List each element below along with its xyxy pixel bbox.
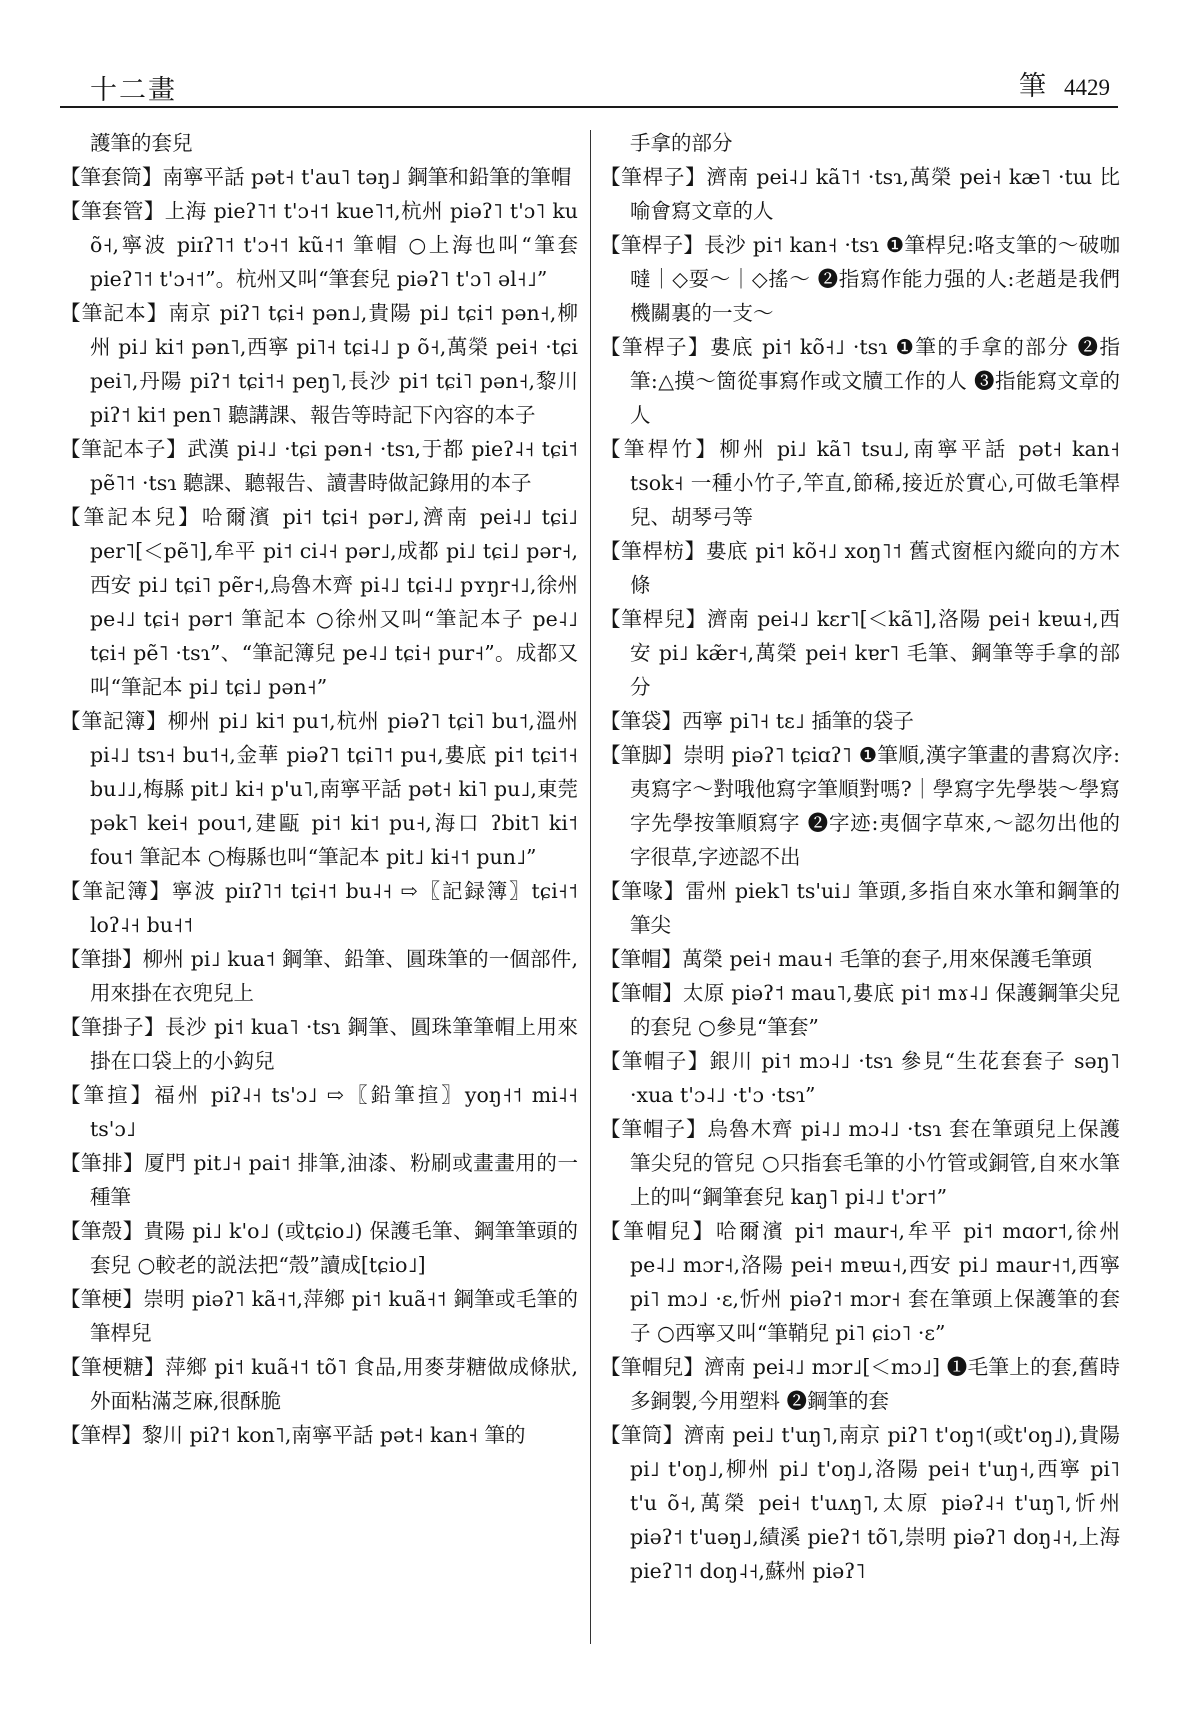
dictionary-entry: 【筆梗】崇明 piəʔ˥ kã˧˦,萍鄉 pi˦ kuã˧˦ 鋼筆或毛筆的筆桿兒: [60, 1287, 578, 1345]
dictionary-entry: 【筆桿子】長沙 pi˦ kan˧ ·tsɿ ❶筆桿兒:咯支筆的～破咖噠｜◇耍～｜◇搖～ ❷指寫作能力强的人:老趙是我們機關裏的一支～: [600, 233, 1120, 325]
dictionary-entry: 【筆掛子】長沙 pi˦ kua˥ ·tsɿ 鋼筆、圓珠筆筆帽上用來掛在口袋上的小鈎兒: [60, 1015, 578, 1073]
section-label: 十二畫: [90, 75, 177, 106]
dictionary-entry: 【筆揎】福州 piʔ˨˧ ts'ɔ˩ ⇨〖鉛筆揎〗yoŋ˧˦ mi˨˧ ts'ɔ˩: [60, 1083, 578, 1141]
left-column: [60, 126, 578, 1452]
dictionary-entry: 【筆桿竹】柳州 pi˩ kã˥ tsu˩,南寧平話 pət˧ kan˧ tsok˧ 一種小竹子,竿直,節稀,接近於實心,可做毛筆桿兒、胡琴弓等: [600, 437, 1120, 529]
dictionary-entry: 【筆帽】太原 piəʔ˦ mau˥,婁底 pi˦ mɤ˨˩ 保護鋼筆尖兒的套兒 ○參見“筆套”: [600, 981, 1120, 1039]
dictionary-entry: 【筆帽子】烏魯木齊 pi˨˩ mɔ˨˩ ·tsɿ 套在筆頭兒上保護筆尖兒的管兒 ○只指套毛筆的小竹管或銅管,自來水筆上的叫“鋼筆套兒 kaŋ˥ pi˨˩ t'ɔr˦”: [600, 1117, 1120, 1209]
dictionary-entry: 【筆桿子】婁底 pi˦ kõ˧˩ ·tsɿ ❶筆的手拿的部分 ❷指筆:△摸～箇從事寫作或文牘工作的人 ❸指能寫文章的人: [600, 335, 1120, 427]
dictionary-entry: 【筆記簿】寧波 piɪʔ˥˦ tɕi˧˦ bu˨˧ ⇨〖記録簿〗tɕi˧˦ loʔ˨˧ bu˧˦: [60, 879, 578, 937]
headword: 筆: [1019, 71, 1046, 102]
dictionary-entry: 【筆筒】濟南 pei˩ t'uŋ˥,南京 piʔ˥ t'oŋ˦(或t'oŋ˩),貴陽 pi˩ t'oŋ˩,柳州 pi˩ t'oŋ˩,洛陽 pei˧ t'uŋ˧,西寧 pi˥ t'u õ˧,萬榮 pei˧ t'uʌŋ˥,太原 piəʔ˨˧ t'uŋ˥,忻州 piəʔ˦ t'uəŋ˩,績溪 pieʔ˦ tõ˥,崇明 piəʔ˥ doŋ˨˧,上海 pieʔ˥˦ doŋ˨˧,蘇州 piəʔ˥: [600, 1423, 1120, 1583]
dictionary-entry: 【筆桿子】濟南 pei˨˩ kã˥˦ ·tsɿ,萬榮 pei˧ kæ˥ ·tɯ 比喻會寫文章的人: [600, 165, 1120, 223]
dictionary-entry: 【筆記本子】武漢 pi˨˩ ·tɕi pən˧ ·tsɿ,于都 pieʔ˨˧ tɕi˦ pẽ˥˦ ·tsɿ 聽課、聽報告、讀書時做記錄用的本子: [60, 437, 578, 495]
dictionary-entry: 【筆殼】貴陽 pi˩ k'o˩ (或tɕio˩) 保護毛筆、鋼筆筆頭的套兒 ○較老的説法把“殼”讀成[tɕio˩]: [60, 1219, 578, 1277]
dictionary-entry: 【筆排】厦門 pit˩˧ pai˦ 排筆,油漆、粉刷或畫畫用的一種筆: [60, 1151, 578, 1209]
running-head: [1019, 64, 1110, 103]
right-column: [600, 126, 1120, 1588]
column-divider: [590, 130, 591, 1644]
dictionary-entry: 【筆桿兒】濟南 pei˨˩ kɛr˥[＜kã˥],洛陽 pei˧ kɐɯ˧,西安 pi˩ kæ̃r˧,萬榮 pei˧ kɐr˥ 毛筆、鋼筆等手拿的部分: [600, 607, 1120, 699]
dictionary-entry: 【筆桿】黎川 piʔ˦ kon˥,南寧平話 pət˧ kan˧ 筆的: [60, 1423, 526, 1447]
dictionary-entry: 【筆記本兒】哈爾濱 pi˦ tɕi˧ pər˩,濟南 pei˨˩ tɕi˩ per˥[＜pẽ˥],牟平 pi˦ ci˨˧ pər˩,成都 pi˩ tɕi˩ pər˧,西安 pi˩ tɕi˥ pẽr˧,烏魯木齊 pi˨˩ tɕi˨˩ pʏŋr˧˩,徐州 pe˨˩ tɕi˧ pər˦ 筆記本 ○徐州又叫“筆記本子 pe˨˩ tɕi˧ pẽ˥ ·tsɿ”、“筆記簿兒 pe˨˩ tɕi˧ pur˧”。成都又叫“筆記本 pi˩ tɕi˩ pən˧”: [60, 505, 578, 699]
dictionary-entry: 【筆帽兒】哈爾濱 pi˦ maur˧,牟平 pi˦ mɑor˦,徐州 pe˨˩ mɔr˧,洛陽 pei˧ mɐɯ˧,西安 pi˩ maur˧˦,西寧 pi˥ mɔ˩ ·ɛ,忻州 piəʔ˦ mɔr˧ 套在筆頭上保護筆的套子 ○西寧又叫“筆鞘兒 pi˥ ɕiɔ˥ ·ɛ”: [600, 1219, 1120, 1345]
dictionary-entry: 【筆帽兒】濟南 pei˨˩ mɔr˩[＜mɔ˩] ❶毛筆上的套,舊時多銅製,今用塑料 ❷鋼筆的套: [600, 1355, 1120, 1413]
page-header: [60, 62, 1118, 108]
dictionary-entry: 【筆梗糖】萍鄉 pi˦ kuã˧˦ tõ˥ 食品,用麥芽糖做成條狀,外面粘滿芝麻,很酥脆: [60, 1355, 578, 1413]
page-number: 4429: [1064, 75, 1110, 100]
dictionary-entry: 【筆帽子】銀川 pi˦ mɔ˨˩ ·tsɿ 參見“生花套套子 səŋ˥ ·xua t'ɔ˨˩ ·t'ɔ ·tsɿ”: [600, 1049, 1120, 1107]
dictionary-entry: 【筆脚】崇明 piəʔ˥ tɕiɑʔ˥ ❶筆順,漢字筆畫的書寫次序:夷寫字～對哦他寫字筆順對嗎?｜學寫字先學裝～學寫字先學按筆順寫字 ❷字迹:夷個字草來,～認勿出他的字很草,字迹認不出: [600, 743, 1120, 869]
entry-continuation: 手拿的部分: [630, 131, 733, 155]
dictionary-entry: 【筆帽】萬榮 pei˧ mau˧ 毛筆的套子,用來保護毛筆頭: [600, 947, 1092, 971]
dictionary-entry: 【筆掛】柳州 pi˩ kua˦ 鋼筆、鉛筆、圓珠筆的一個部件,用來掛在衣兜兒上: [60, 947, 578, 1005]
entry-continuation: 護筆的套兒: [90, 131, 193, 155]
dictionary-entry: 【筆套管】上海 pieʔ˥˦ t'ɔ˧˦ kue˥˦,杭州 piəʔ˥ t'ɔ˥ ku õ˧,寧波 piɪʔ˥˦ t'ɔ˧˦ kũ˧˦ 筆帽 ○上海也叫“筆套 pieʔ˥˦ t'ɔ˧˦”。杭州又叫“筆套兒 piəʔ˥ t'ɔ˥ əl˧˩”: [60, 199, 578, 291]
dictionary-entry: 【筆桿枋】婁底 pi˦ kõ˧˩ xoŋ˥˦ 舊式窗框內縱向的方木條: [600, 539, 1120, 597]
dictionary-entry: 【筆套筒】南寧平話 pət˧ t'au˥ təŋ˩ 鋼筆和鉛筆的筆帽: [60, 165, 572, 189]
dictionary-entry: 【筆袋】西寧 pi˥˧ tɛ˩ 插筆的袋子: [600, 709, 914, 733]
dictionary-entry: 【筆記本】南京 piʔ˥ tɕi˧ pən˩,貴陽 pi˩ tɕi˦ pən˧,柳州 pi˩ ki˦ pən˥,西寧 pi˥˧ tɕi˨˩ p õ˧,萬榮 pei˧ ·tɕi pei˥,丹陽 piʔ˦ tɕi˦˧ peŋ˥,長沙 pi˦ tɕi˥ pən˧,黎川 piʔ˦ ki˦ pen˥ 聽講課、報告等時記下內容的本子: [60, 301, 578, 427]
dictionary-entry: 【筆記簿】柳州 pi˩ ki˦ pu˦,杭州 piəʔ˥ tɕi˥ bu˦,溫州 pi˨˩ tsɿ˧ bu˦˧,金華 piəʔ˥ tɕi˥˦ pu˧,婁底 pi˦ tɕi˦˧ bu˩˩,梅縣 pit˩ ki˧ p'u˥,南寧平話 pət˧ ki˥ pu˩,東莞 pək˥ kei˧ pou˦,建甌 pi˦ ki˦ pu˧,海口 ʔbit˥ ki˦ fou˦ 筆記本 ○梅縣也叫“筆記本 pit˩ ki˧˦ pun˩”: [60, 709, 578, 869]
dictionary-entry: 【筆喙】雷州 piek˥ ts'ui˩ 筆頭,多指自來水筆和鋼筆的筆尖: [600, 879, 1120, 937]
